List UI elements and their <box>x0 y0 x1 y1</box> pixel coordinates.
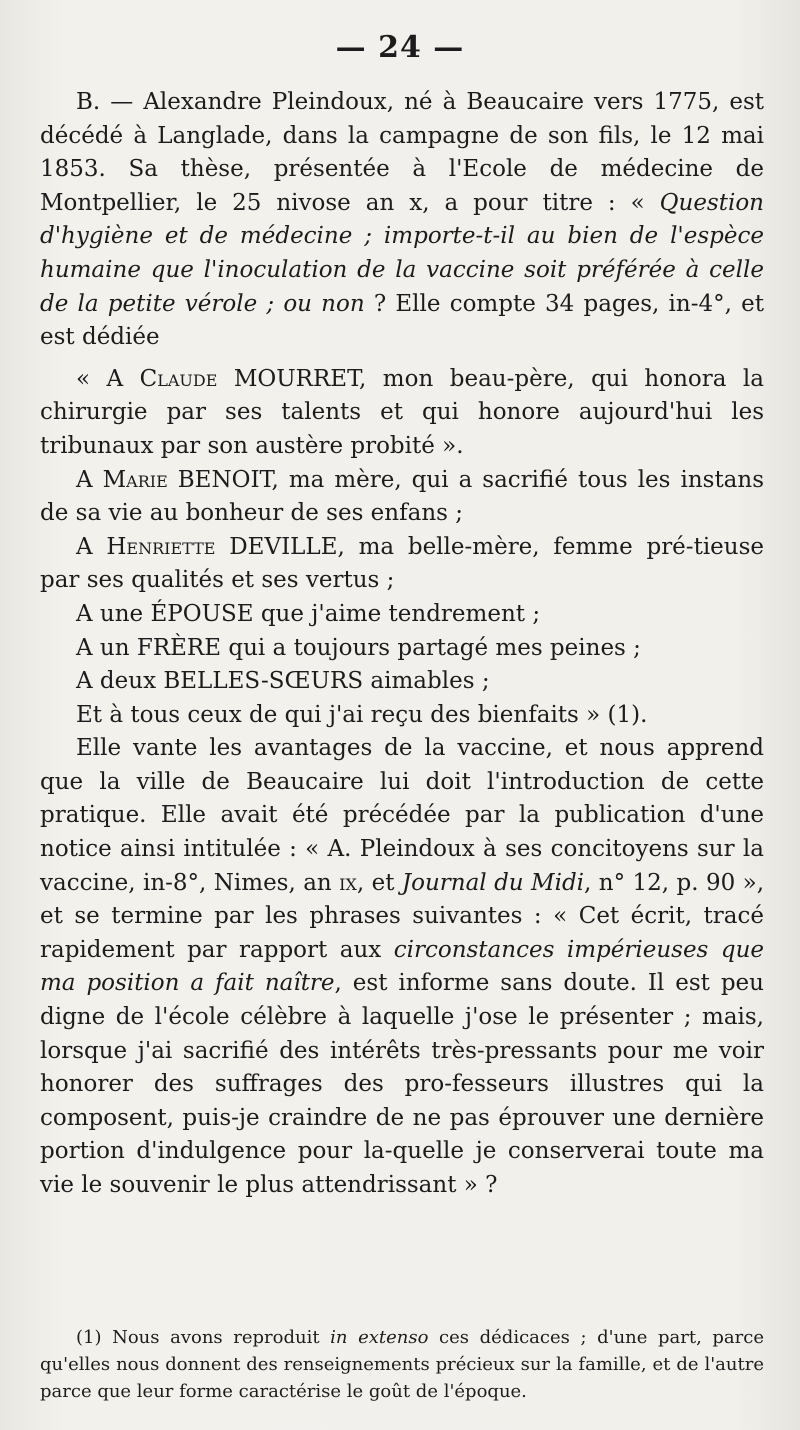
footnote-text: ces dédicaces ; d'une part, parce qu'elles nous donnent des renseignements précieux sur la famille, et de l'autre parce que leur forme caractérise le goût de l'époque. <box>40 1327 764 1402</box>
biography-text-end: ? Elle compte 34 pages, in-4°, et est dédiée <box>40 290 764 351</box>
main-text <box>40 86 764 1203</box>
dedication-text: BENOIT, ma mère, qui a sacrifié tous les instans de sa vie au bonheur de ses enfans ; <box>40 466 765 527</box>
dedication-mourret <box>40 363 764 464</box>
dedication-text: DEVILLE, ma belle-mère, femme pré-tieuse par ses qualités et ses vertus ; <box>40 533 765 594</box>
dedication-deville <box>40 531 764 598</box>
footnote-italic: in extenso <box>330 1327 429 1348</box>
dedication-benoit <box>40 464 764 531</box>
biography-text: B. — Alexandre Pleindoux, né à Beaucaire vers 1775, est décédé à Langlade, dans la campagne de son fils, le 12 mai 1853. Sa thèse, présentée à l'Ecole de médecine de Montpellier, le 25 nivose an x, a pour titre : « <box>40 89 764 216</box>
dedication-frere: A un FRÈRE qui a toujours partagé mes peines ; <box>76 634 641 661</box>
thesis-title: Question d'hygiène et de médecine ; importe-t-il au bien de l'espèce humaine que l'inoculation de la vaccine soit préférée à celle de la petite vérole ; ou non <box>40 189 764 317</box>
roman-numeral: ix <box>339 869 357 896</box>
paragraph-text: , n° 12, p. 90 », et se termine par les phrases suivantes : « Cet écrit, tracé rapidement par rapport aux <box>40 869 765 963</box>
paragraph-text: , est informe sans doute. Il est peu digne de l'école célèbre à laquelle j'ose le présenter ; mais, lorsque j'ai sacrifié des intérêts très-pressants pour me voir honorer des suffrages des pro-fesseurs illustres qui la composent, puis-je craindre de ne pas éprouver une dernière portion d'indulgence pour la-quelle je conserverai toute ma vie le souvenir le plus attendrissant » ? <box>40 970 764 1198</box>
dedication-firstname: Henriette <box>106 533 216 560</box>
page-number: — 24 — <box>335 30 465 65</box>
dedication-bienfaiteurs: Et à tous ceux de qui j'ai reçu des bienfaits » (1). <box>76 701 648 728</box>
dedication-text: A <box>76 533 107 560</box>
dedication-firstname: Claude <box>139 365 218 392</box>
footnote-text: (1) Nous avons reproduit <box>76 1327 331 1348</box>
dedication-text: « A <box>76 365 140 392</box>
paragraph-biography <box>40 86 764 355</box>
dedication-belles-soeurs: A deux BELLES-SŒURS aimables ; <box>76 668 490 695</box>
dedication-text: A <box>76 466 103 493</box>
paragraph-text: Elle vante les avantages de la vaccine, et nous apprend que la ville de Beaucaire lui doit l'introduction de cette pratique. Elle avait été précédée par la publication d'une notice ainsi intitulée : « A. Pleindoux à ses concitoyens sur la vaccine, in-8°, Nimes, an <box>40 735 764 896</box>
paragraph-text: , et <box>356 869 402 896</box>
dedication-epouse: A une ÉPOUSE que j'aime tendrement ; <box>76 600 541 627</box>
quoted-italic: circonstances impérieuses que ma position a fait naître <box>40 936 764 997</box>
dedication-text: MOURRET, mon beau-père, qui honora la chirurgie par ses talents et qui honore aujourd'hui les tribunaux par son austère probité ». <box>40 365 764 459</box>
paragraph-vaccine <box>40 732 764 1202</box>
footnote <box>40 1324 764 1405</box>
dedication-firstname: Marie <box>102 466 168 493</box>
journal-title: Journal du Midi <box>401 869 585 896</box>
